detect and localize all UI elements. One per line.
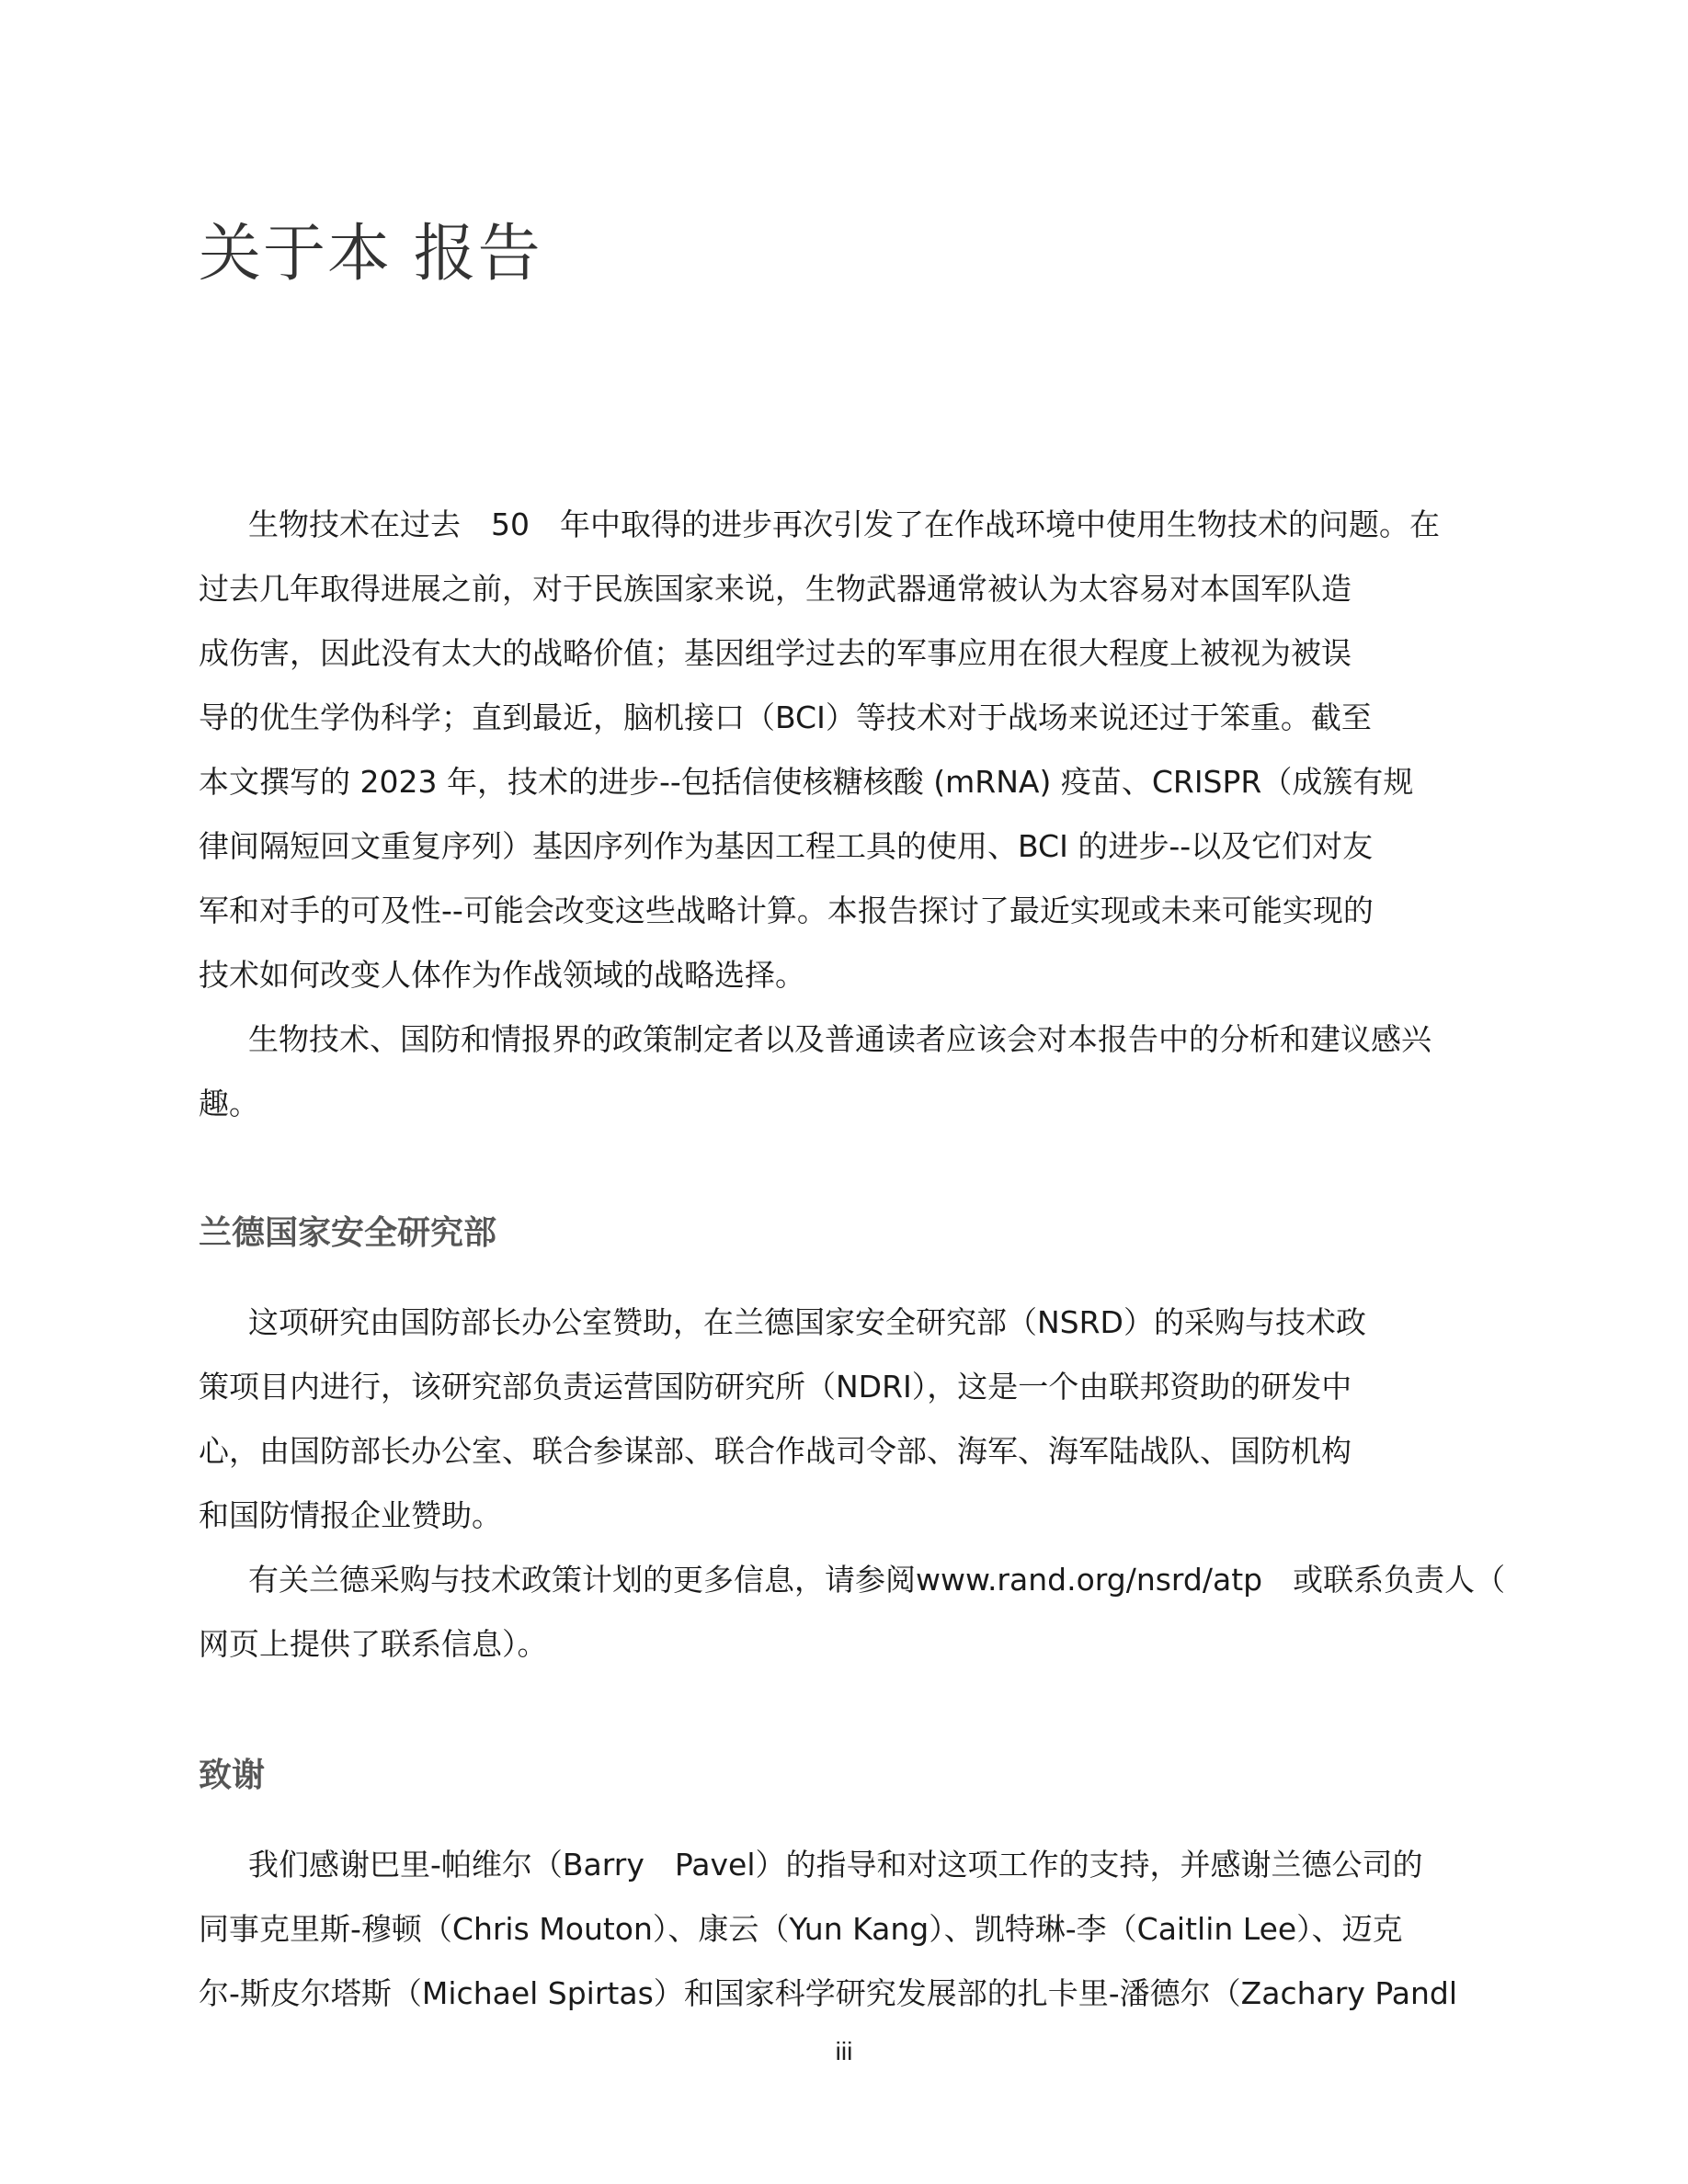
acknowledgments-paragraph-1 [199, 1833, 1457, 2026]
nsrd-paragraph-1 [199, 1291, 1366, 1548]
text-line: 生物技术在过去 50 年中取得的进步再次引发了在作战环境中使用生物技术的问题。在 [248, 506, 1440, 542]
text-line: 律间隔短回文重复序列）基因序列作为基因工程工具的使用、BCI 的进步--以及它们对友 [199, 828, 1374, 864]
text-line: 我们感谢巴里-帕维尔（Barry Pavel）的指导和对这项工作的支持，并感谢兰德公司的 [248, 1847, 1423, 1883]
intro-paragraph-2 [199, 1007, 1431, 1136]
text-line: 生物技术、国防和情报界的政策制定者以及普通读者应该会对本报告中的分析和建议感兴 [248, 1021, 1431, 1057]
text-line: 过去几年取得进展之前，对于民族国家来说，生物武器通常被认为太容易对本国军队造 [199, 571, 1352, 607]
text-line: 同事克里斯-穆顿（Chris Mouton）、康云（Yun Kang）、凯特琳-李（Caitlin Lee）、迈克 [199, 1911, 1403, 1947]
text-line: 本文撰写的 2023 年，技术的进步--包括信使核糖核酸 (mRNA) 疫苗、CRISPR（成簇有规 [199, 764, 1414, 800]
text-line: 军和对手的可及性--可能会改变这些战略计算。本报告探讨了最近实现或未来可能实现的 [199, 893, 1374, 928]
text-line: 网页上提供了联系信息）。 [199, 1626, 548, 1662]
nsrd-paragraph-2 [199, 1548, 1505, 1677]
section-heading-acknowledgments: 致谢 [199, 1757, 266, 1794]
text-line: 尔-斯皮尔塔斯（Michael Spirtas）和国家科学研究发展部的扎卡里-潘德尔（Zachary Pandl [199, 1975, 1458, 2011]
page-title: 关于本 报告 [199, 218, 542, 290]
text-line: 有关兰德采购与技术政策计划的更多信息，请参阅www.rand.org/nsrd/atp 或联系负责人（ [248, 1562, 1506, 1598]
text-line: 这项研究由国防部长办公室赞助，在兰德国家安全研究部（NSRD）的采购与技术政 [248, 1304, 1366, 1340]
text-line: 心，由国防部长办公室、联合参谋部、联合作战司令部、海军、海军陆战队、国防机构 [199, 1433, 1352, 1469]
text-line: 策项目内进行，该研究部负责运营国防研究所（NDRI），这是一个由联邦资助的研发中 [199, 1369, 1352, 1405]
text-line: 导的优生学伪科学；直到最近，脑机接口（BCI）等技术对于战场来说还过于笨重。截至 [199, 700, 1372, 735]
section-heading-nsrd: 兰德国家安全研究部 [199, 1214, 497, 1252]
text-line: 趣。 [199, 1086, 259, 1121]
intro-paragraph-1 [199, 493, 1440, 1007]
page-number: iii [835, 2037, 853, 2065]
text-line: 技术如何改变人体作为作战领域的战略选择。 [199, 957, 805, 993]
text-line: 和国防情报企业赞助。 [199, 1497, 502, 1533]
text-line: 成伤害，因此没有太大的战略价值；基因组学过去的军事应用在很大程度上被视为被误 [199, 635, 1352, 671]
